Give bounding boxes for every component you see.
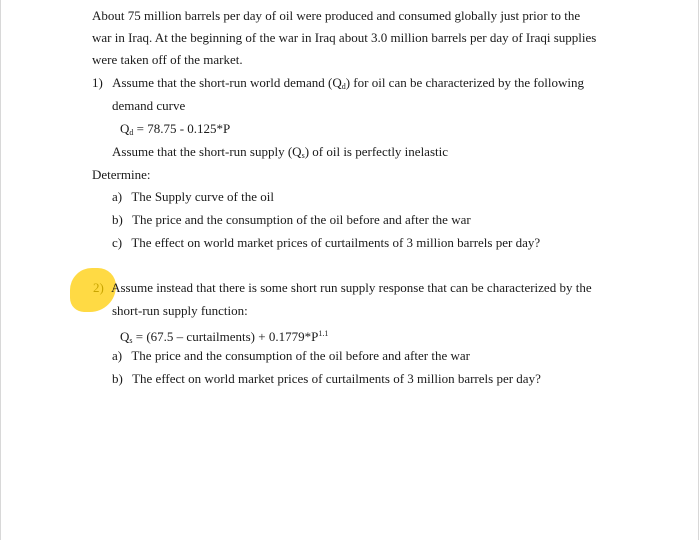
- demand-subscript: d: [341, 82, 346, 91]
- q1-item-a-label: a): [112, 189, 123, 204]
- supply-eq-rest: = (67.5 – curtailments) + 0.1779*P: [132, 329, 319, 344]
- question-1-text-a: Assume that the short-run world demand (Q: [112, 75, 342, 90]
- supply-equation: [120, 326, 328, 349]
- intro-line-1: About 75 million barrels per day of oil were produced and consumed globally just prior to the: [92, 8, 581, 23]
- demand-eq-sub: d: [129, 128, 134, 137]
- question-1-line-2: demand curve: [112, 98, 186, 113]
- question-2-text-a: Assume instead that there is some short run supply response that can be characterized by the: [111, 280, 592, 295]
- question-2-line-2: short-run supply function:: [112, 303, 248, 318]
- q1-item-c-label: c): [112, 235, 123, 250]
- supply-statement: [112, 144, 448, 164]
- q1-item-c: [112, 235, 540, 251]
- q2-item-b-text: The effect on world market prices of curtailments of 3 million barrels per day?: [132, 371, 541, 386]
- q2-item-a-text: The price and the consumption of the oil before and after the war: [131, 348, 470, 363]
- q1-item-a: [112, 189, 274, 205]
- q1-item-b-label: b): [112, 212, 123, 227]
- question-2-line-1: [93, 280, 592, 296]
- intro-line-3: were taken off of the market.: [92, 52, 243, 67]
- q1-item-a-text: The Supply curve of the oil: [131, 189, 274, 204]
- determine-label: Determine:: [92, 167, 151, 182]
- supply-eq-exponent: 1.1: [318, 329, 329, 338]
- page-border-right: [698, 0, 699, 540]
- supply-eq-q: Q: [120, 329, 130, 344]
- demand-eq-rest: = 78.75 - 0.125*P: [133, 121, 231, 136]
- demand-eq-q: Q: [120, 121, 130, 136]
- demand-equation: [120, 121, 230, 141]
- q2-item-a: [112, 348, 470, 364]
- intro-line-2: war in Iraq. At the beginning of the war in Iraq about 3.0 million barrels per day of Iraqi supplies: [92, 30, 597, 45]
- supply-text-a: Assume that the short-run supply (Q: [112, 144, 302, 159]
- page-border-left: [0, 0, 1, 540]
- question-2-number: 2): [93, 280, 104, 295]
- supply-eq-sub: s: [129, 336, 133, 345]
- q2-item-b-label: b): [112, 371, 123, 386]
- q1-item-b: [112, 212, 471, 228]
- q1-item-b-text: The price and the consumption of the oil before and after the war: [132, 212, 471, 227]
- question-1-text-b: ) for oil can be characterized by the following: [345, 75, 584, 90]
- supply-text-b: ) of oil is perfectly inelastic: [304, 144, 448, 159]
- q2-item-a-label: a): [112, 348, 123, 363]
- q2-item-b: [112, 371, 541, 387]
- question-1-line-1: [92, 75, 584, 95]
- q1-item-c-text: The effect on world market prices of curtailments of 3 million barrels per day?: [131, 235, 541, 250]
- question-1-number: 1): [92, 75, 103, 90]
- supply-subscript: s: [301, 151, 305, 160]
